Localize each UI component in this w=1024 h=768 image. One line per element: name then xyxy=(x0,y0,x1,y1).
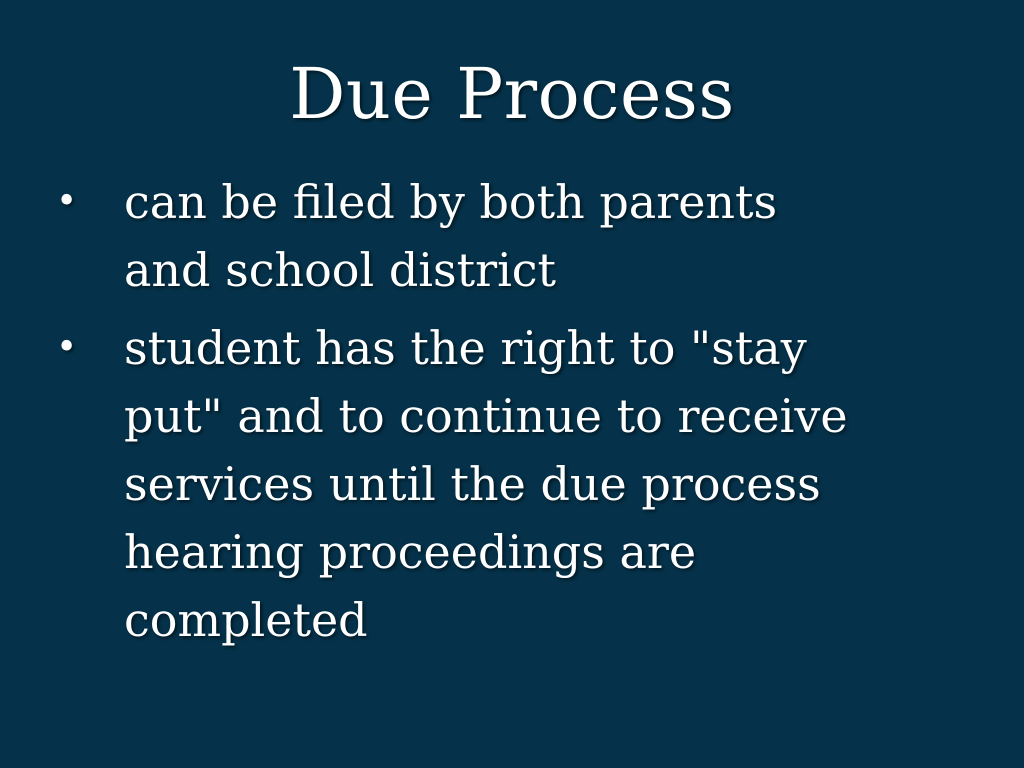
bullet-item xyxy=(56,168,956,304)
bullet-text-line: services until the due process xyxy=(124,457,821,511)
bullet-item xyxy=(56,314,956,654)
bullet-text-line: hearing proceedings are xyxy=(124,525,697,579)
slide-title: Due Process xyxy=(289,53,735,135)
bullet-text-line: completed xyxy=(124,593,368,647)
bullet-text-line: and school district xyxy=(124,243,557,297)
bullet-text-line: can be filed by both parents xyxy=(124,175,778,229)
bullet-text-line: put" and to continue to receive xyxy=(124,389,848,443)
bullet-list xyxy=(56,168,956,664)
bullet-marker-icon: • xyxy=(56,181,78,222)
bullet-text-line: student has the right to "stay xyxy=(124,321,807,375)
bullet-marker-icon: • xyxy=(56,327,78,368)
